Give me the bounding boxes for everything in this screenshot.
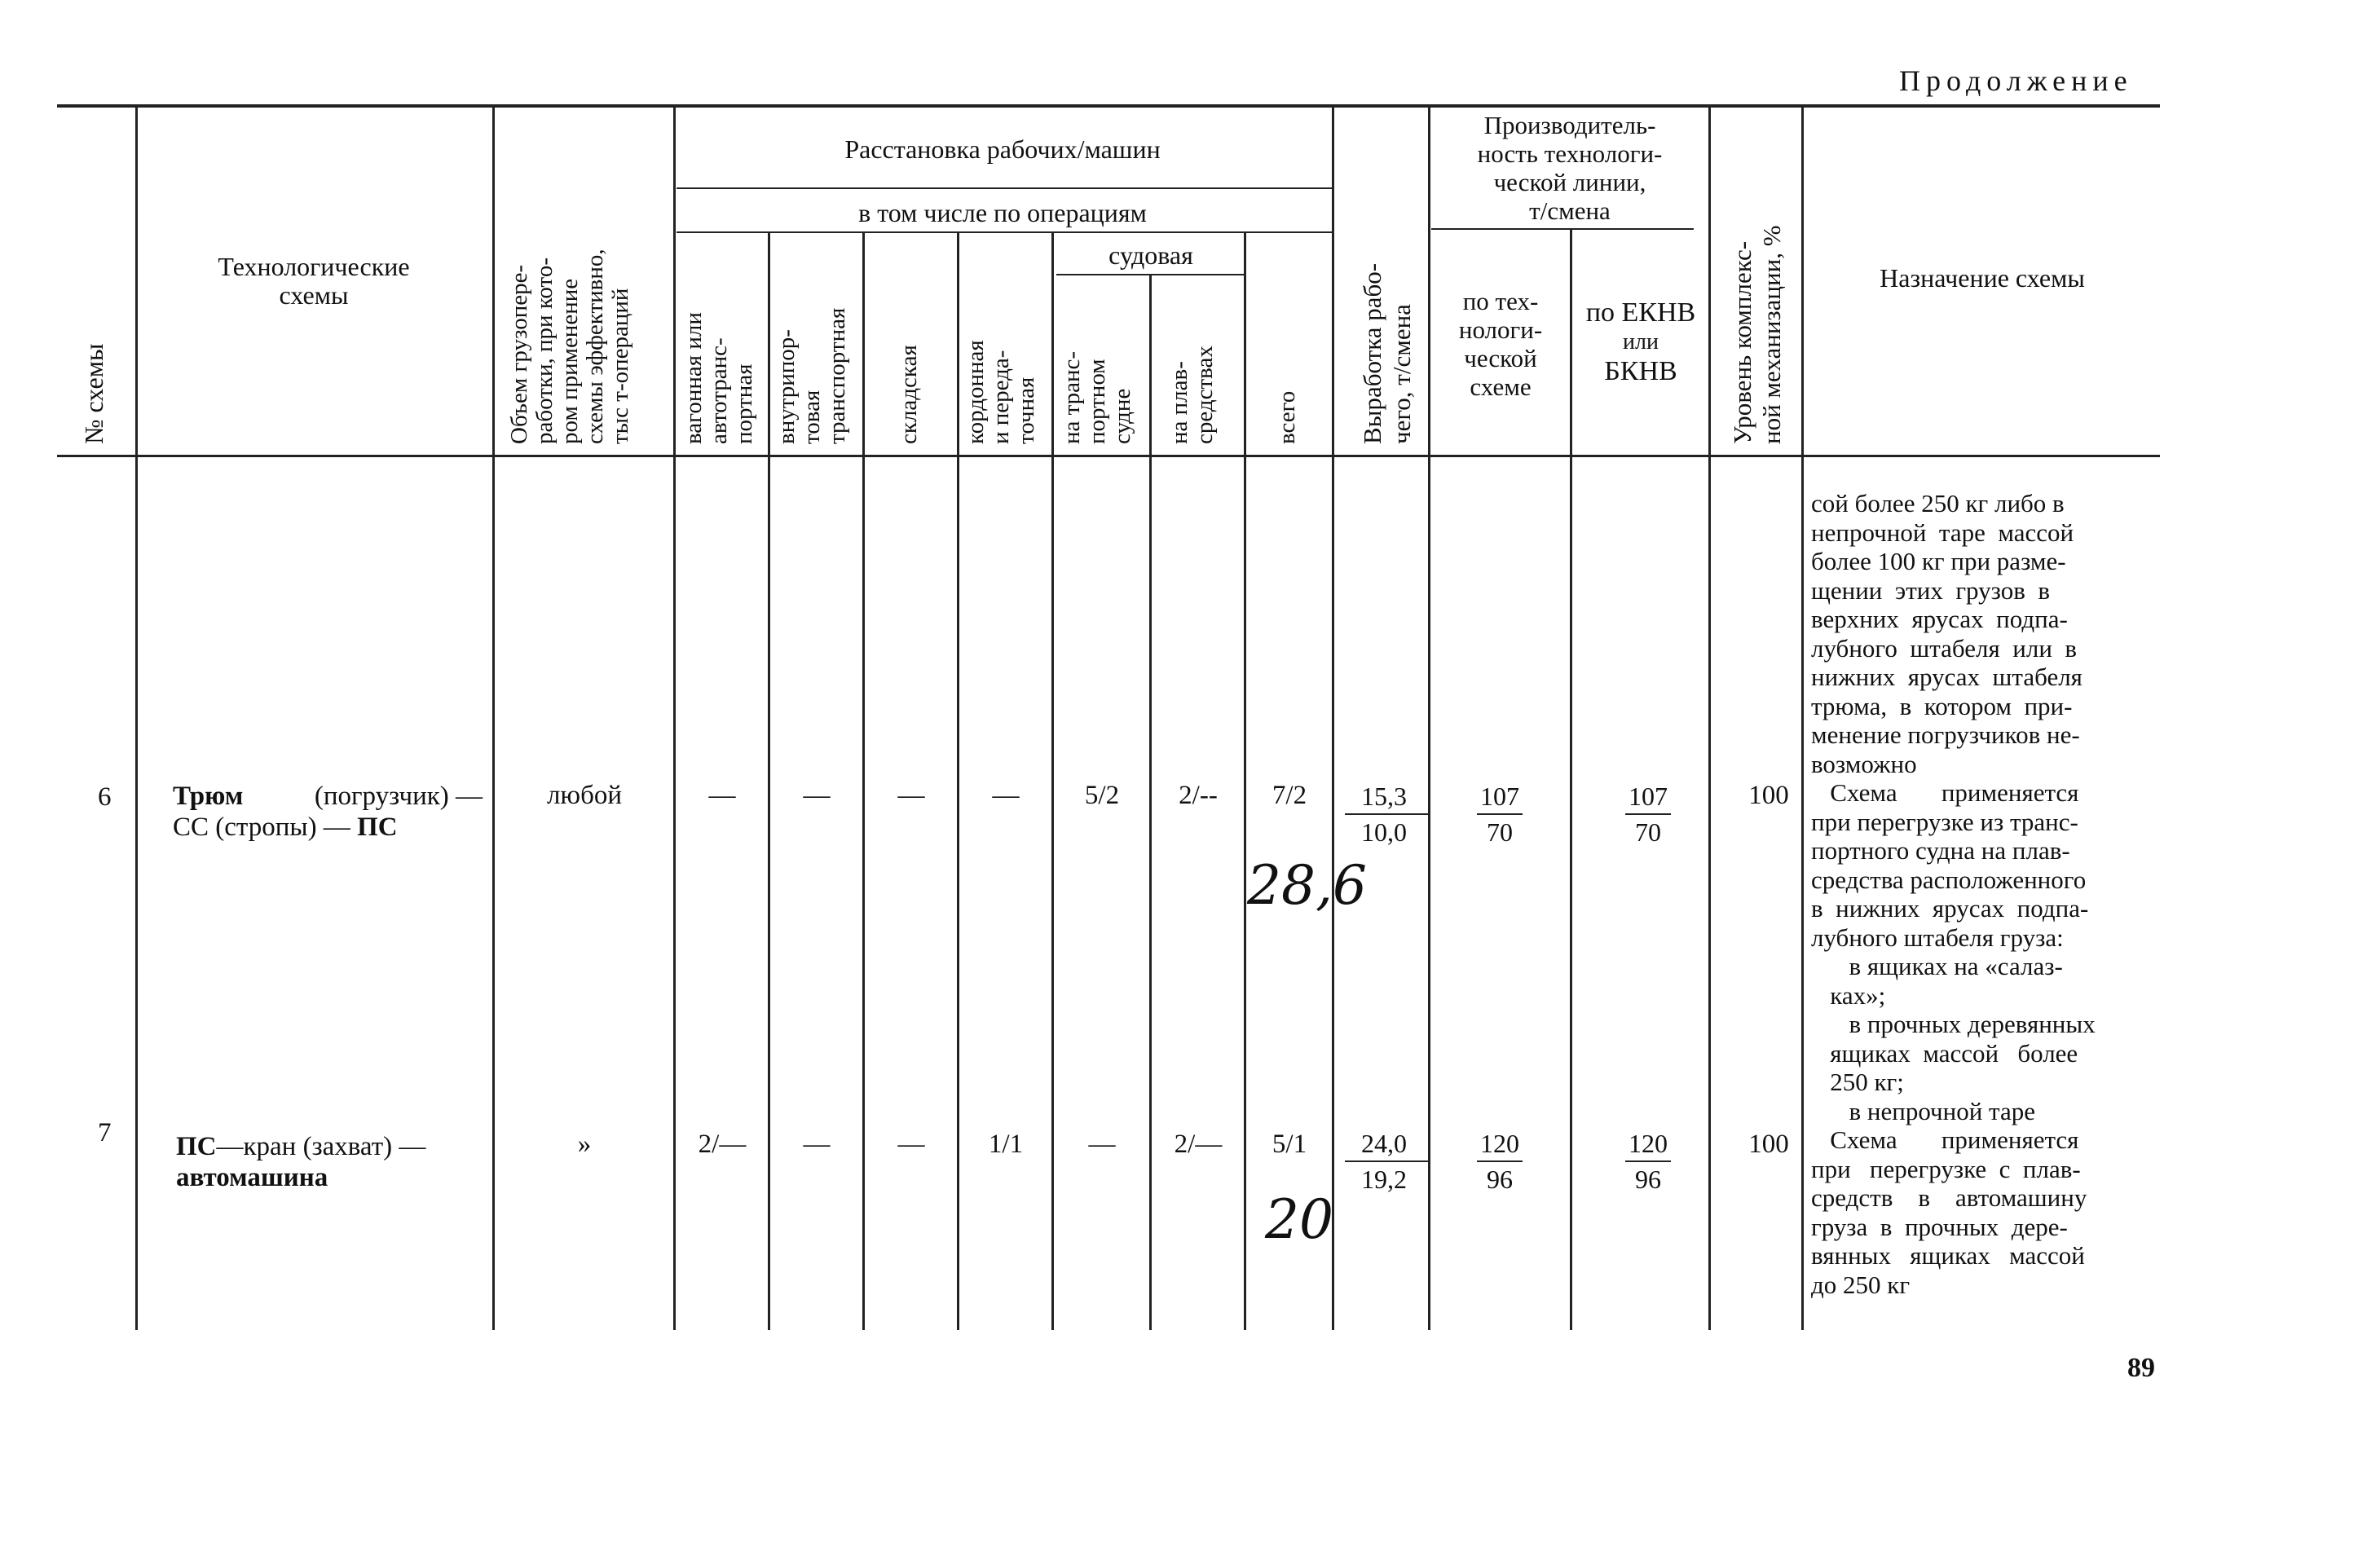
row-scheme: ПС—кран (захват) — автомашина [176,1132,426,1192]
row-op-storage: — [897,781,925,810]
row-op-total: 7/2 [1272,781,1307,810]
header-ship-group: судовая [1108,240,1193,270]
row-mechanization: 100 [1748,781,1789,810]
header-bottom-rule [57,455,2160,457]
col-divider [768,233,770,1330]
row-output: 15,3 10,0 [1345,781,1423,848]
header-volume: Объем грузопере- работки, при кото- ром применение схемы эффективно, тыс т-операций [506,249,633,444]
row-op-wagon: — [708,781,736,810]
row-mechanization: 100 [1748,1130,1789,1159]
header-op-cordon: кордонная и переда- точная [963,340,1039,444]
col-divider [862,233,865,1330]
page-number: 89 [2127,1353,2155,1383]
col-divider [1428,108,1430,1330]
col-divider [492,108,495,1330]
col-divider [1332,108,1334,1330]
productivity-subrule [1431,228,1694,230]
row-prod-eknv: 107 70 [1615,781,1681,848]
operations-subrule [677,231,1332,233]
handwritten-note: 20 [1265,1188,1333,1251]
header-op-storage: складская [896,345,922,444]
row-op-transport-ship: — [1088,1130,1116,1159]
table-top-rule [57,104,2160,108]
row-op-total: 5/1 [1272,1130,1307,1159]
col-divider [1801,108,1804,1330]
header-arrangement: Расстановка рабочих/машин [844,134,1161,164]
row-number: 7 [98,1118,112,1147]
row-volume: любой [546,781,623,810]
row-op-wagon: 2/— [698,1130,747,1159]
col-divider [1244,233,1246,1330]
row-prod-scheme: 120 96 [1467,1128,1532,1195]
row-prod-scheme: 107 70 [1467,781,1532,848]
row-output: 24,0 19,2 [1345,1128,1423,1195]
header-op-transport-ship: на транс- портном судне [1059,350,1135,444]
row-op-cordon: 1/1 [988,1130,1024,1159]
header-scheme-no: № схемы [79,343,108,444]
col-divider [1570,230,1572,1330]
continuation-label: Продолжение [1899,64,2133,97]
header-mechanization: Уровень комплекс- ной механизации, % [1728,225,1786,444]
header-by-scheme: по тех- нологи- ческой схеме [1458,287,1543,401]
header-productivity: Производитель- ность технологи- ческой линии, т/смена [1477,111,1663,225]
header-tech-schemes: Технологические схемы [218,252,410,310]
row-op-floating: 2/— [1174,1130,1223,1159]
header-op-wagon: вагонная или автотранс- портная [681,312,757,444]
row-prod-eknv: 120 96 [1615,1128,1681,1195]
purpose-text: сой более 250 кг либо в непрочной таре массой более 100 кг при разме- щении этих грузов в верхних ярусах подпа- лубного штабеля или в нижних ярусах штабеля трюма, в котором при- менение погрузчиков не- возможно Схема применяется при перегрузке из транс- портного судна на плав- средства расположенного в нижних ярусах подпа- лубного штабеля груза: в ящиках на «салаз- ках»; в прочных деревянных ящиках массой более 250 кг; в непрочной таре Схема применяется при перегрузке с плав- средств в автомашину груза в прочных дере- вянных ящиках массой до 250 кг [1811,489,2096,1299]
row-op-storage: — [897,1130,925,1159]
header-op-inner: внутрипор- товая транспортная [774,307,850,444]
col-divider [673,108,676,1330]
col-divider [957,233,959,1330]
header-by-eknv: по ЕКНВ или БКНВ [1585,297,1696,386]
row-number: 6 [98,782,112,812]
col-divider [1149,274,1152,1330]
col-divider [1051,233,1054,1330]
col-divider [1708,108,1711,1330]
header-op-floating: на плав- средствах [1166,346,1218,444]
row-op-transport-ship: 5/2 [1084,781,1120,810]
row-op-floating: 2/-- [1179,781,1218,810]
header-output: Выработка рабо- чего, т/смена [1358,262,1416,444]
row-op-inner: — [803,1130,831,1159]
row-op-cordon: — [992,781,1020,810]
row-scheme: Трюм (погрузчик) — СС (стропы) — ПС [173,782,483,842]
header-op-total: всего [1274,390,1300,444]
col-divider [135,108,138,1330]
header-purpose: Назначение схемы [1880,263,2085,293]
arrangement-subrule [677,187,1332,189]
handwritten-note: 28,6 [1247,854,1367,917]
row-volume: » [577,1130,592,1159]
header-by-operations: в том числе по операциям [858,198,1147,227]
row-op-inner: — [803,781,831,810]
